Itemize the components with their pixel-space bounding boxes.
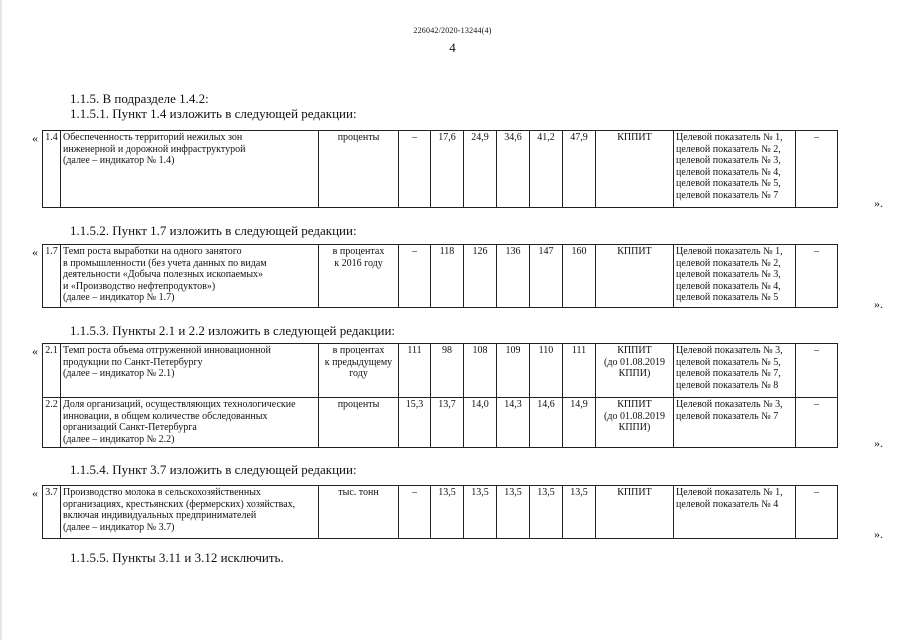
value-1: 13,5 — [431, 486, 464, 539]
value-4: 13,5 — [530, 486, 563, 539]
value-4: 41,2 — [530, 131, 563, 208]
open-quote: « — [32, 486, 38, 500]
close-quote: ». — [874, 297, 883, 311]
value-3: 14,3 — [497, 398, 530, 448]
table-indicators-2-1-2-2 — [42, 343, 838, 448]
last-column: – — [796, 486, 838, 539]
indicator-name: Доля организаций, осуществляющих технологические инновации, в общем количестве обследованных организаций Санкт-Петербурга (далее – индикатор № 2.2) — [61, 398, 319, 448]
scan-edge — [0, 0, 2, 640]
item-1-1-5-1: 1.1.5.1. Пункт 1.4 изложить в следующей редакции: — [70, 106, 357, 121]
close-quote: ». — [874, 436, 883, 450]
value-3: 109 — [497, 344, 530, 398]
last-column: – — [796, 245, 838, 308]
unit: в процентах к 2016 году — [319, 245, 399, 308]
open-quote: « — [32, 131, 38, 145]
row-number: 1.4 — [43, 131, 61, 208]
unit: проценты — [319, 131, 399, 208]
unit: в процентах к предыдущему году — [319, 344, 399, 398]
table-row — [43, 398, 838, 448]
value-2: 13,5 — [464, 486, 497, 539]
responsible: КППИТ (до 01.08.2019 КППИ) — [596, 398, 674, 448]
responsible: КППИТ — [596, 131, 674, 208]
value-1: 118 — [431, 245, 464, 308]
target-indicators: Целевой показатель № 3, целевой показатель № 7 — [674, 398, 796, 448]
indicator-name: Темп роста объема отгруженной инновационной продукции по Санкт-Петербургу (далее – индикатор № 2.1) — [61, 344, 319, 398]
value-4: 147 — [530, 245, 563, 308]
target-indicators: Целевой показатель № 1, целевой показатель № 4 — [674, 486, 796, 539]
section-heading: 1.1.5. В подразделе 1.4.2: — [70, 91, 209, 106]
item-1-1-5-5: 1.1.5.5. Пункты 3.11 и 3.12 исключить. — [70, 550, 284, 565]
value-1: 17,6 — [431, 131, 464, 208]
row-number: 3.7 — [43, 486, 61, 539]
open-quote: « — [32, 344, 38, 358]
value-1: 13,7 — [431, 398, 464, 448]
target-indicators: Целевой показатель № 1, целевой показатель № 2, целевой показатель № 3, целевой показатель № 4, целевой показатель № 5 — [674, 245, 796, 308]
unit: тыс. тонн — [319, 486, 399, 539]
table-row — [43, 245, 838, 308]
row-number: 2.1 — [43, 344, 61, 398]
value-2: 108 — [464, 344, 497, 398]
base-value: – — [399, 245, 431, 308]
value-5: 14,9 — [563, 398, 596, 448]
value-2: 14,0 — [464, 398, 497, 448]
row-number: 2.2 — [43, 398, 61, 448]
value-5: 160 — [563, 245, 596, 308]
last-column: – — [796, 131, 838, 208]
item-1-1-5-2: 1.1.5.2. Пункт 1.7 изложить в следующей редакции: — [70, 223, 357, 238]
table-indicator-1-4 — [42, 130, 838, 208]
responsible: КППИТ (до 01.08.2019 КППИ) — [596, 344, 674, 398]
responsible: КППИТ — [596, 486, 674, 539]
indicator-name: Производство молока в сельскохозяйственных организациях, крестьянских (фермерских) хозяйствах, включая индивидуальных предпринимателей (далее – индикатор № 3.7) — [61, 486, 319, 539]
indicator-name: Обеспеченность территорий нежилых зон инженерной и дорожной инфраструктурой (далее – индикатор № 1.4) — [61, 131, 319, 208]
base-value: 111 — [399, 344, 431, 398]
table-row — [43, 344, 838, 398]
table-indicator-3-7 — [42, 485, 838, 539]
last-column: – — [796, 344, 838, 398]
unit: проценты — [319, 398, 399, 448]
base-value: – — [399, 131, 431, 208]
target-indicators: Целевой показатель № 1, целевой показатель № 2, целевой показатель № 3, целевой показатель № 4, целевой показатель № 5, целевой показатель № 7 — [674, 131, 796, 208]
page-number: 4 — [449, 40, 456, 55]
base-value: – — [399, 486, 431, 539]
value-4: 110 — [530, 344, 563, 398]
value-2: 24,9 — [464, 131, 497, 208]
close-quote: ». — [874, 527, 883, 541]
value-3: 136 — [497, 245, 530, 308]
value-3: 13,5 — [497, 486, 530, 539]
value-4: 14,6 — [530, 398, 563, 448]
document-number: 226042/2020-13244(4) — [413, 26, 492, 35]
responsible: КППИТ — [596, 245, 674, 308]
table-row — [43, 131, 838, 208]
indicator-name: Темп роста выработки на одного занятого в промышленности (без учета данных по видам деятельности «Добыча полезных ископаемых» и «Производство нефтепродуктов») (далее – индикатор № 1.7) — [61, 245, 319, 308]
row-number: 1.7 — [43, 245, 61, 308]
value-5: 111 — [563, 344, 596, 398]
target-indicators: Целевой показатель № 3, целевой показатель № 5, целевой показатель № 7, целевой показатель № 8 — [674, 344, 796, 398]
value-5: 13,5 — [563, 486, 596, 539]
open-quote: « — [32, 245, 38, 259]
value-3: 34,6 — [497, 131, 530, 208]
last-column: – — [796, 398, 838, 448]
value-5: 47,9 — [563, 131, 596, 208]
base-value: 15,3 — [399, 398, 431, 448]
value-1: 98 — [431, 344, 464, 398]
item-1-1-5-4: 1.1.5.4. Пункт 3.7 изложить в следующей редакции: — [70, 462, 357, 477]
item-1-1-5-3: 1.1.5.3. Пункты 2.1 и 2.2 изложить в следующей редакции: — [70, 323, 396, 338]
value-2: 126 — [464, 245, 497, 308]
close-quote: ». — [874, 196, 883, 210]
table-row — [43, 486, 838, 539]
table-indicator-1-7 — [42, 244, 838, 308]
